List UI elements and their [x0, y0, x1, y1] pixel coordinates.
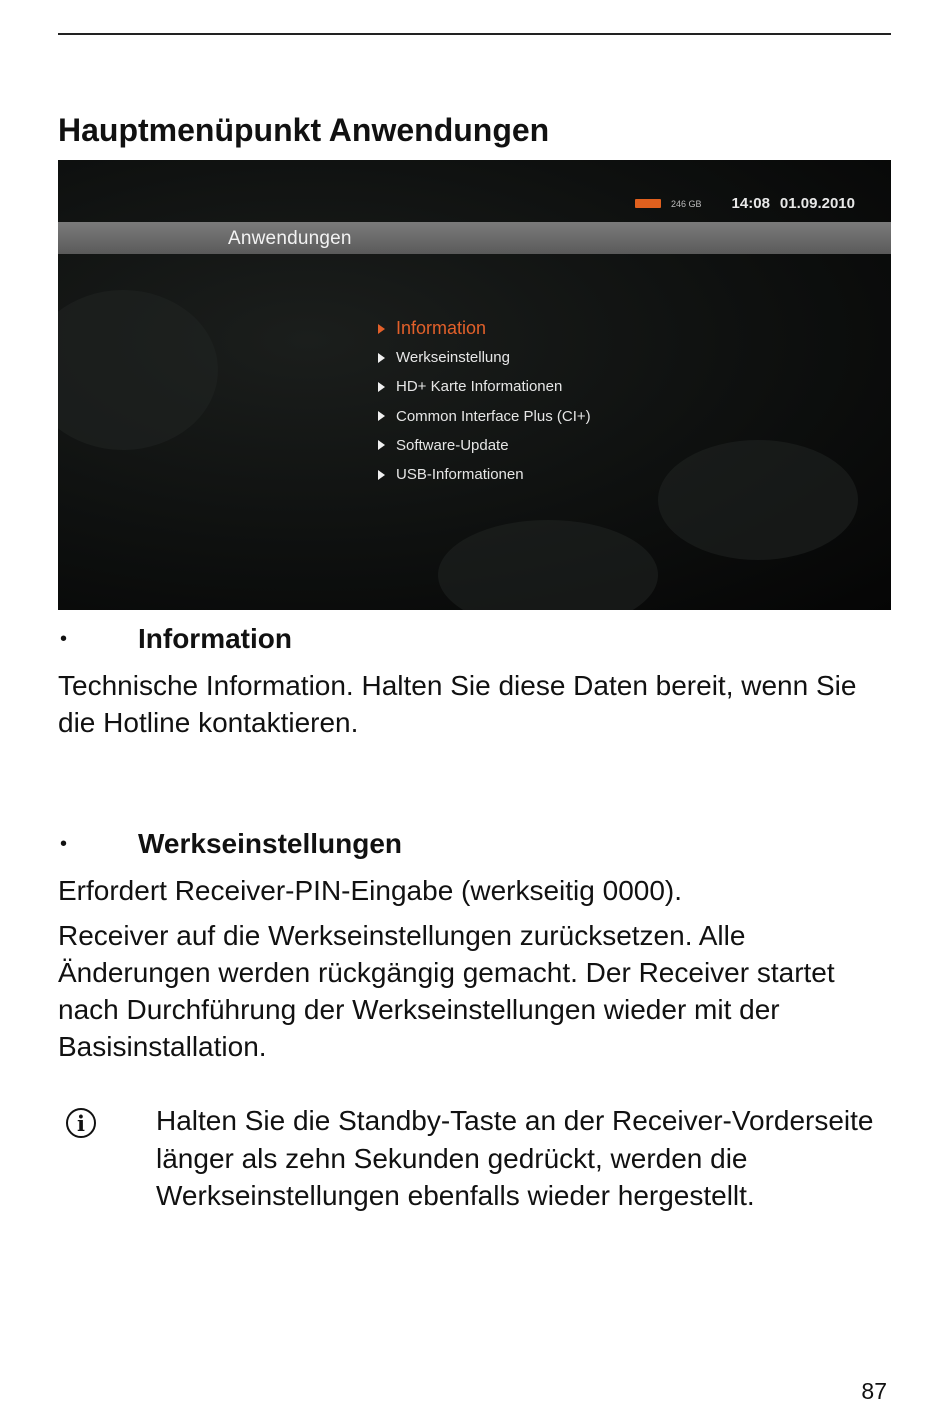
background-shape [658, 440, 858, 560]
menu-list [378, 314, 591, 489]
background-shape [438, 520, 658, 610]
info-icon: i [66, 1108, 96, 1138]
menu-item-werkseinstellung[interactable]: Werkseinstellung [378, 343, 591, 372]
menu-header-bar [58, 222, 891, 254]
tv-menu-screenshot [58, 160, 891, 610]
pin-requirement: Erfordert Receiver-PIN-Eingabe (werkseitig 0000). [58, 875, 683, 906]
section-heading-werkseinstellungen: • Werkseinstellungen [60, 828, 403, 859]
menu-item-usb-informationen[interactable]: USB-Informationen [378, 460, 591, 489]
information-description: Technische Information. Halten Sie diese Daten bereit, wenn Sie die Hotline kontaktieren. [58, 670, 857, 738]
status-bar [635, 195, 855, 212]
arrow-right-icon [378, 440, 385, 450]
arrow-right-icon [378, 382, 385, 392]
bullet: • [60, 833, 68, 855]
arrow-right-icon [378, 470, 385, 480]
background-shape [58, 290, 218, 450]
page-title: Hauptmenüpunkt Anwendungen [58, 112, 550, 148]
clock-date: 01.09.2010 [779, 195, 855, 212]
menu-item-software-update[interactable]: Software-Update [378, 431, 591, 460]
menu-title: Anwendungen [228, 228, 352, 249]
top-rule [58, 33, 891, 35]
menu-item-common-interface[interactable]: Common Interface Plus (CI+) [378, 402, 591, 431]
hdd-icon [635, 199, 661, 208]
arrow-right-icon [378, 353, 385, 363]
arrow-right-icon [378, 324, 385, 334]
page-number: 87 [861, 1378, 887, 1404]
bullet: • [60, 628, 68, 650]
menu-item-information[interactable]: Information [378, 314, 591, 343]
section-heading-information: • Information [60, 623, 292, 654]
note-text: Halten Sie die Standby-Taste an der Receiver-Vorderseite länger als zehn Sekunden gedrückt, werden die Werkseinstellungen ebenfalls wieder hergestellt. [156, 1105, 874, 1211]
menu-item-hd-karte[interactable]: HD+ Karte Informationen [378, 372, 591, 401]
arrow-right-icon [378, 411, 385, 421]
clock-time: 14:08 [731, 195, 770, 212]
reset-description: Receiver auf die Werkseinstellungen zurücksetzen. Alle Änderungen werden rückgängig gemacht. Der Receiver startet nach Durchführung der Werkseinstellungen wieder mit der Basisinstallation. [58, 920, 835, 1062]
hdd-capacity: 246 GB [671, 198, 702, 209]
